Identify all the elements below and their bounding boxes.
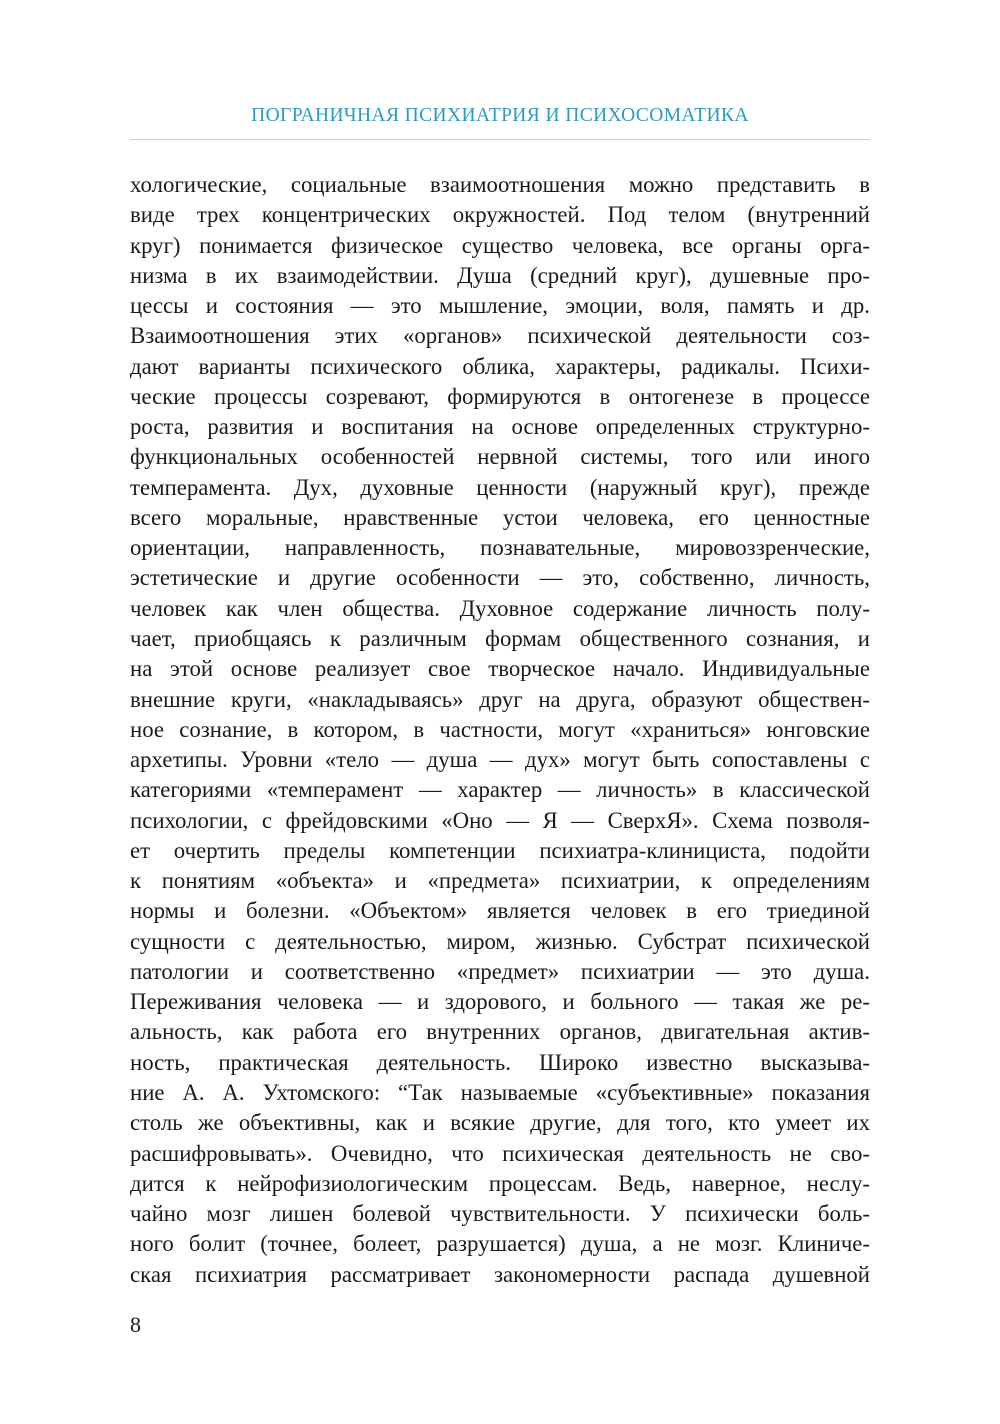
text-line: всего моральные, нравственные устои человека, его ценностные bbox=[130, 504, 870, 530]
text-line: ориентации, направленность, познавательные, мировоззренческие, bbox=[130, 535, 870, 561]
header-divider bbox=[130, 139, 870, 140]
text-line: хологические, социальные взаимоотношения можно представить в bbox=[130, 172, 870, 197]
text-line: чайно мозг лишен болевой чувствительности. У психически боль- bbox=[130, 1201, 870, 1227]
text-line: чает, приобщаясь к различным формам общественного сознания, и bbox=[130, 625, 870, 651]
text-line: функциональных особенностей нервной системы, того или иного bbox=[130, 444, 870, 470]
text-line: роста, развития и воспитания на основе определенных структурно- bbox=[130, 414, 870, 440]
text-line: ская психиатрия рассматривает закономерности распада душевной bbox=[130, 1261, 870, 1287]
text-line: ние А. А. Ухтомского: “Так называемые «субъективные» показания bbox=[130, 1079, 870, 1105]
text-line: ное сознание, в котором, в частности, могут «храниться» юнговские bbox=[130, 716, 870, 742]
text-line: на этой основе реализует свое творческое начало. Индивидуальные bbox=[130, 656, 870, 682]
text-line: архетипы. Уровни «тело — душа — дух» могут быть сопоставлены с bbox=[130, 747, 870, 773]
text-line: патологии и соответственно «предмет» психиатрии — это душа. bbox=[130, 958, 870, 984]
text-line: человек как член общества. Духовное содержание личность полу- bbox=[130, 595, 870, 621]
page-number: 8 bbox=[130, 1312, 141, 1337]
text-line: расшифровывать». Очевидно, что психическая деятельность не сво- bbox=[130, 1140, 870, 1166]
running-head-title: ПОГРАНИЧНАЯ ПСИХИАТРИЯ И ПСИХОСОМАТИКА bbox=[251, 105, 749, 126]
text-line: альность, как работа его внутренних органов, двигательная актив- bbox=[130, 1019, 870, 1045]
text-line: Взаимоотношения этих «органов» психической деятельности соз- bbox=[130, 323, 870, 349]
text-line: круг) понимается физическое существо человека, все органы орга- bbox=[130, 232, 870, 258]
text-line: ет очертить пределы компетенции психиатра-клинициста, подойти bbox=[130, 837, 870, 863]
text-line: эстетические и другие особенности — это, собственно, личность, bbox=[130, 565, 870, 591]
text-line: темперамента. Дух, духовные ценности (наружный круг), прежде bbox=[130, 474, 870, 500]
text-line: ного болит (точнее, болеет, разрушается) душа, а не мозг. Клиниче- bbox=[130, 1231, 870, 1257]
text-line: сущности с деятельностью, миром, жизнью. Субстрат психической bbox=[130, 928, 870, 954]
text-line: к понятиям «объекта» и «предмета» психиатрии, к определениям bbox=[130, 868, 870, 894]
text-line: ческие процессы созревают, формируются в онтогенезе в процессе bbox=[130, 383, 870, 409]
text-line: внешние круги, «накладываясь» друг на друга, образуют обществен- bbox=[130, 686, 870, 712]
text-line: Переживания человека — и здорового, и больного — такая же ре- bbox=[130, 989, 870, 1015]
text-line: ность, практическая деятельность. Широко известно высказыва- bbox=[130, 1049, 870, 1075]
body-text bbox=[130, 170, 870, 1290]
text-line: столь же объективны, как и всякие другие, для того, кто умеет их bbox=[130, 1110, 870, 1136]
text-line: низма в их взаимодействии. Душа (средний круг), душевные про- bbox=[130, 262, 870, 288]
text-line: категориями «темперамент — характер — личность» в классической bbox=[130, 777, 870, 803]
text-line: цессы и состояния — это мышление, эмоции, воля, память и др. bbox=[130, 293, 870, 319]
text-line: нормы и болезни. «Объектом» является человек в его триединой bbox=[130, 898, 870, 924]
text-line: дают варианты психического облика, характеры, радикалы. Психи- bbox=[130, 353, 870, 379]
text-line: дится к нейрофизиологическим процессам. Ведь, наверное, неслу- bbox=[130, 1170, 870, 1196]
text-line: психологии, с фрейдовскими «Оно — Я — СверхЯ». Схема позволя- bbox=[130, 807, 870, 833]
text-line: виде трех концентрических окружностей. Под телом (внутренний bbox=[130, 202, 870, 228]
